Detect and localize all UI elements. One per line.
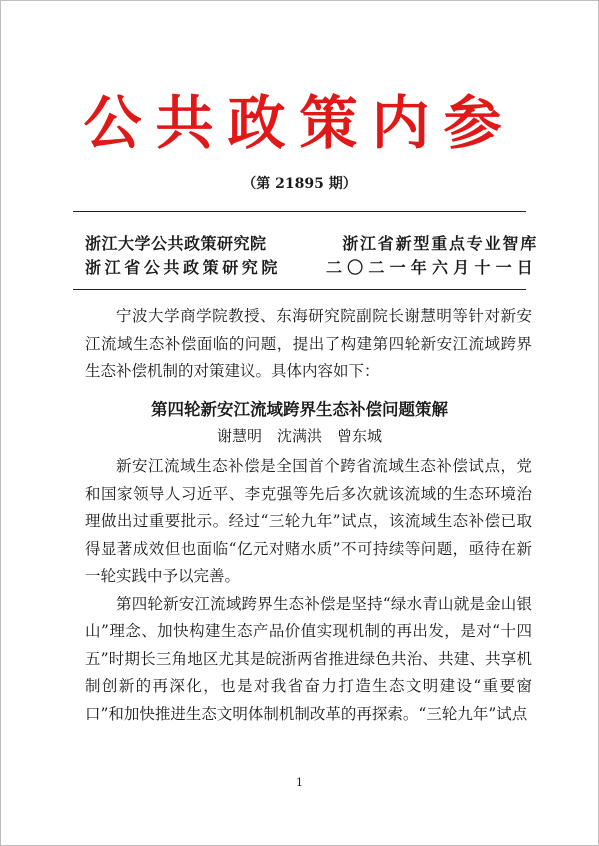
header-rule-top [73, 211, 526, 212]
body-paragraph: 新安江流域生态补偿是全国首个跨省流域生态补偿试点，党和国家领导人习近平、李克强等先后多次就该流域的生态环境治理做出过重要批示。经过“三轮九年”试点，该流域生态补偿已取得显著成效但也面临“亿元对赌水质”不可持续等问题，亟待在新一轮实践中予以完善。 [85, 457, 532, 585]
article-body [85, 453, 532, 728]
publisher-right-1: 浙江省新型重点专业智库 [342, 234, 538, 253]
publication-date: 二〇二一年六月十一日 [325, 258, 538, 277]
header-rule-bottom [73, 289, 526, 290]
article-title: 第四轮新安江流域跨界生态补偿问题策解 [151, 400, 448, 419]
publisher-left-1: 浙江大学公共政策研究院 [85, 234, 267, 253]
masthead-title: 公共政策内参 [83, 89, 516, 157]
intro-paragraph: 宁波大学商学院教授、东海研究院副院长谢慧明等针对新安江流域生态补偿面临的问题，提出了构建第四轮新安江流域跨界生态补偿机制的对策建议。具体内容如下： [85, 307, 532, 380]
publisher-row-2 [85, 257, 538, 279]
body-paragraph: 第四轮新安江流域跨界生态补偿是坚持“绿水青山就是金山银山”理念、加快构建生态产品价值实现机制的再出发，是对“十四五”时期长三角地区尤其是皖浙两省推进绿色共治、共建、共享机制创新的再深化，也是对我省奋力打造生态文明建设“重要窗口”和加快推进生态文明体制机制改革的再探索。“三轮九年”试点 [85, 594, 532, 723]
page-number: 1 [296, 776, 303, 789]
intro-section [85, 303, 532, 386]
publisher-row-1 [85, 233, 538, 255]
publisher-left-2: 浙江省公共政策研究院 [85, 258, 282, 277]
issue-number: （第 21895 期） [242, 176, 357, 192]
article-authors: 谢慧明 沈满洪 曾东城 [216, 427, 382, 445]
